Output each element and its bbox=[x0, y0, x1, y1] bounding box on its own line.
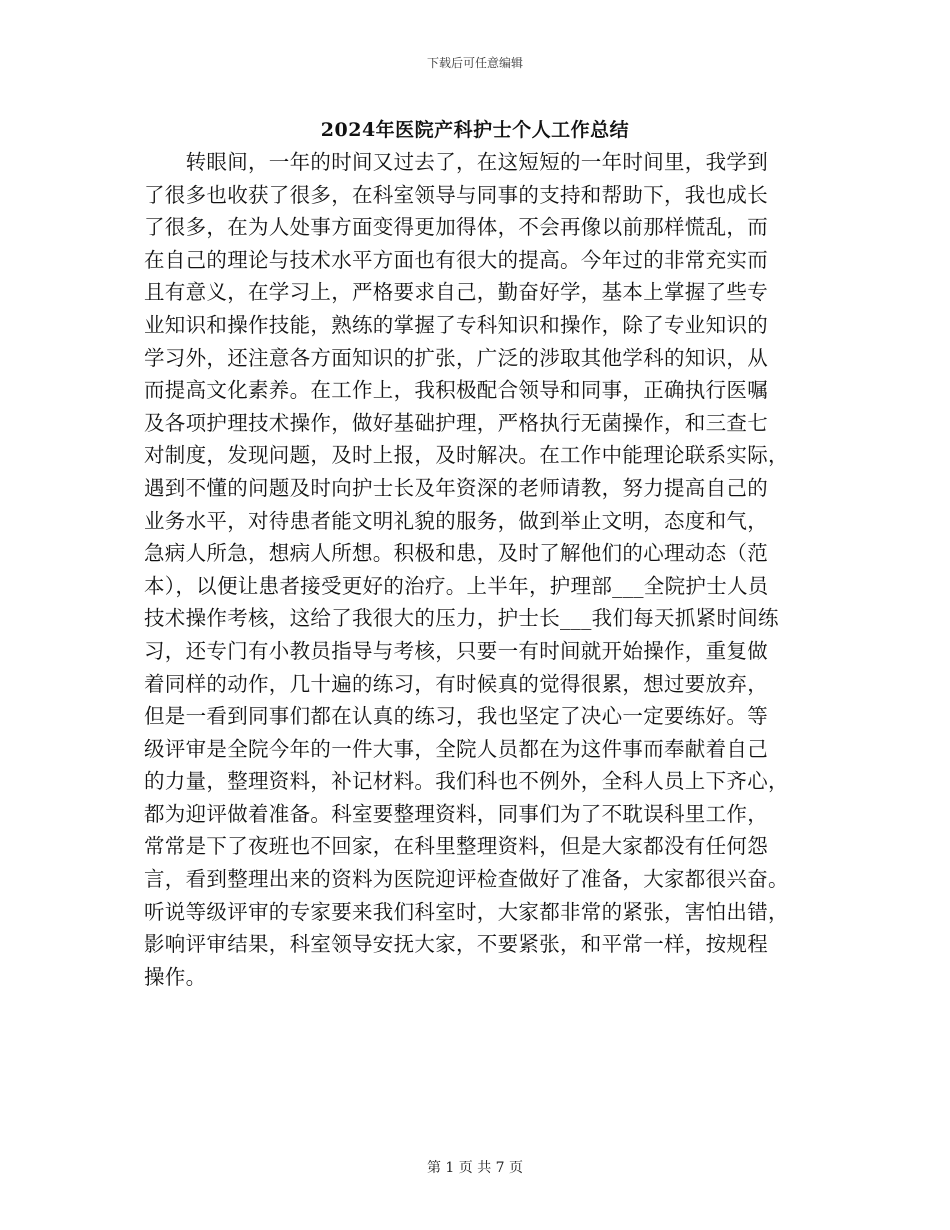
body-line: 及各项护理技术操作，做好基础护理，严格执行无菌操作，和三查七 bbox=[144, 410, 768, 435]
body-line: 遇到不懂的问题及时向护士长及年资深的老师请教，努力提高自己的 bbox=[144, 475, 768, 500]
body-line: 影响评审结果，科室领导安抚大家，不要紧张，和平常一样，按规程 bbox=[144, 932, 768, 957]
body-line: 但是一看到同事们都在认真的练习，我也坚定了决心一定要练好。等 bbox=[144, 704, 768, 729]
body-line: 业知识和操作技能，熟练的掌握了专科知识和操作，除了专业知识的 bbox=[144, 312, 768, 337]
body-line: 操作。 bbox=[144, 964, 207, 989]
document-body bbox=[144, 146, 824, 993]
body-line: 习，还专门有小教员指导与考核，只要一有时间就开始操作，重复做 bbox=[144, 638, 768, 663]
body-line: 着同样的动作，几十遍的练习，有时候真的觉得很累，想过要放弃， bbox=[144, 671, 768, 696]
body-line: 业务水平，对待患者能文明礼貌的服务，做到举止文明，态度和气， bbox=[144, 508, 768, 533]
body-line: 而提高文化素养。在工作上，我积极配合领导和同事，正确执行医嘱 bbox=[144, 378, 768, 403]
document-title: 2024年医院产科护士个人工作总结 bbox=[320, 119, 630, 141]
body-line: 听说等级评审的专家要来我们科室时，大家都非常的紧张，害怕出错， bbox=[144, 899, 789, 924]
body-line: 级评审是全院今年的一件大事，全院人员都在为这件事而奉献着自己 bbox=[144, 736, 768, 761]
page-number: 第 1 页 共 7 页 bbox=[426, 1160, 524, 1176]
header-note: 下载后可任意编辑 bbox=[426, 56, 523, 70]
body-line: 都为迎评做着准备。科室要整理资料，同事们为了不耽误科里工作， bbox=[144, 801, 768, 826]
body-line: 学习外，还注意各方面知识的扩张，广泛的涉取其他学科的知识，从 bbox=[144, 345, 768, 370]
body-line: 对制度，发现问题，及时上报，及时解决。在工作中能理论联系实际， bbox=[144, 443, 789, 468]
body-line: 的力量，整理资料，补记材料。我们科也不例外，全科人员上下齐心， bbox=[144, 769, 789, 794]
body-line: 急病人所急，想病人所想。积极和患，及时了解他们的心理动态（范 bbox=[144, 541, 768, 566]
body-line: 在自己的理论与技术水平方面也有很大的提高。今年过的非常充实而 bbox=[144, 247, 768, 272]
body-line: 本），以便让患者接受更好的治疗。上半年，护理部___全院护士人员 bbox=[144, 573, 769, 598]
body-line: 常常是下了夜班也不回家，在科里整理资料，但是大家都没有任何怨 bbox=[144, 834, 768, 859]
body-line: 了很多，在为人处事方面变得更加得体，不会再像以前那样慌乱，而 bbox=[144, 215, 768, 240]
body-line: 且有意义，在学习上，严格要求自己，勤奋好学，基本上掌握了些专 bbox=[144, 280, 768, 305]
body-line: 了很多也收获了很多，在科室领导与同事的支持和帮助下，我也成长 bbox=[144, 182, 768, 207]
body-line: 转眼间，一年的时间又过去了，在这短短的一年时间里，我学到 bbox=[144, 150, 768, 174]
body-line: 言，看到整理出来的资料为医院迎评检查做好了准备，大家都很兴奋。 bbox=[144, 867, 789, 892]
body-line: 技术操作考核，这给了我很大的压力，护士长___我们每天抓紧时间练 bbox=[144, 606, 779, 631]
